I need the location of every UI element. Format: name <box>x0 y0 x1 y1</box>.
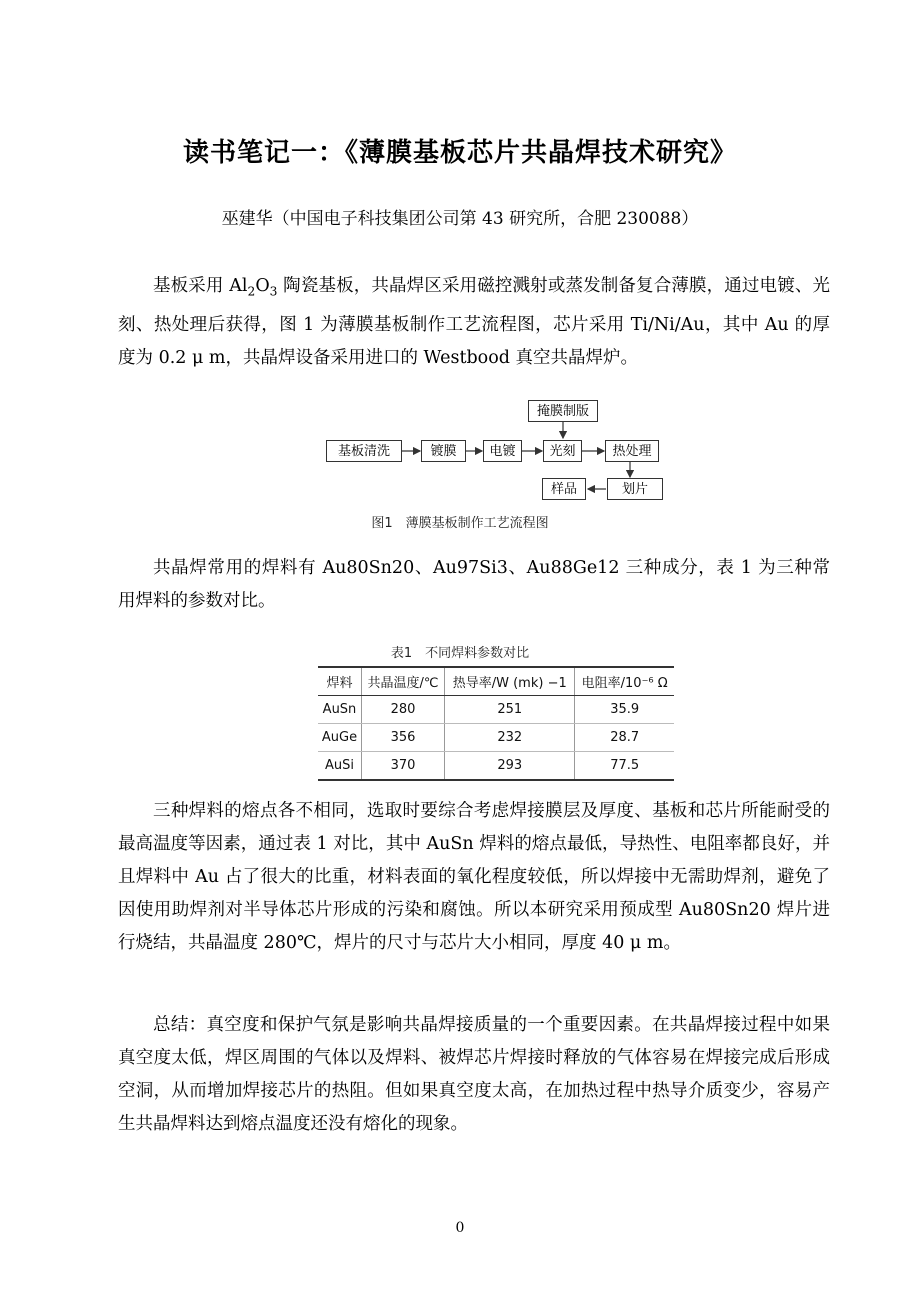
paragraph-analysis: 三种焊料的熔点各不相同，选取时要综合考虑焊接膜层及厚度、基板和芯片所能耐受的最高温度等因素，通过表 1 对比，其中 AuSn 焊料的熔点最低，导热性、电阻率都良好，并且焊料中 Au 占了很大的比重，材料表面的氧化程度较低，所以焊接中无需助焊剂，避免了因使用助焊剂对半导体芯片形成的污染和腐蚀。所以本研究采用预成型 Au80Sn20 焊片进行烧结，共晶温度 280℃，焊片的尺寸与芯片大小相同，厚度 40 μ m。 <box>118 801 830 953</box>
table-cell: 77.5 <box>575 752 674 781</box>
p1-text-c: 陶瓷基板，共晶焊区采用磁控溅射或蒸发制备复合薄膜，通过电镀、光刻、热处理后获得，图 1 为薄膜基板制作工艺流程图，芯片采用 Ti/Ni/Au，其中 Au 的厚度为 0.2 μ m，共晶焊设备采用进口的 Westbood 真空共晶焊炉。 <box>118 276 830 368</box>
flow-box-litho: 光刻 <box>543 440 582 462</box>
p1-subscript-1: 2 <box>247 284 256 299</box>
page-title: 读书笔记一：《薄膜基板芯片共晶焊技术研究》 <box>182 138 737 168</box>
flow-box-sample: 样品 <box>542 478 586 500</box>
table-row <box>318 696 674 724</box>
table-cell: 370 <box>361 752 444 781</box>
table-row <box>318 724 674 752</box>
page-number: 0 <box>455 1220 465 1236</box>
table-header-row <box>318 667 674 696</box>
flow-box-plate: 电镀 <box>483 440 522 462</box>
solder-parameter-table <box>318 666 674 781</box>
table-cell: AuSn <box>318 696 361 724</box>
table-header-cell: 共晶温度/℃ <box>361 667 444 696</box>
table-caption: 表1 不同焊料参数对比 <box>390 646 530 661</box>
table-cell: AuGe <box>318 724 361 752</box>
paragraph-substrate <box>118 270 830 375</box>
table-cell: 28.7 <box>575 724 674 752</box>
flow-box-heat: 热处理 <box>605 440 659 462</box>
flow-box-mask: 掩膜制版 <box>528 400 598 422</box>
table-row <box>318 752 674 781</box>
paragraph-summary: 总结：真空度和保护气氛是影响共晶焊接质量的一个重要因素。在共晶焊接过程中如果真空度太低，焊区周围的气体以及焊料、被焊芯片焊接时释放的气体容易在焊接完成后形成空洞，从而增加焊接芯片的热阻。但如果真空度太高，在加热过程中热导介质变少，容易产生共晶焊料达到熔点温度还没有熔化的现象。 <box>118 1015 830 1134</box>
figure-caption: 图1 薄膜基板制作工艺流程图 <box>371 516 549 531</box>
p1-text-b: O <box>255 276 270 296</box>
process-flow-diagram <box>326 400 666 500</box>
table-header-cell: 焊料 <box>318 667 361 696</box>
author-affiliation: 巫建华（中国电子科技集团公司第 43 研究所，合肥 230088） <box>221 209 699 229</box>
table-header-cell: 热导率/W (mk) −1 <box>445 667 575 696</box>
table-cell: 35.9 <box>575 696 674 724</box>
table-cell: 280 <box>361 696 444 724</box>
flow-box-dice: 划片 <box>607 478 663 500</box>
table-cell: 232 <box>445 724 575 752</box>
p1-text-a: 基板采用 Al <box>153 276 248 296</box>
flow-box-coat: 镀膜 <box>421 440 466 462</box>
table-header-cell: 电阻率/10⁻⁶ Ω <box>575 667 674 696</box>
table-cell: 293 <box>445 752 575 781</box>
table-cell: 356 <box>361 724 444 752</box>
table-cell: 251 <box>445 696 575 724</box>
paragraph-solders: 共晶焊常用的焊料有 Au80Sn20、Au97Si3、Au88Ge12 三种成分，表 1 为三种常用焊料的参数对比。 <box>118 558 830 611</box>
p1-subscript-2: 3 <box>269 284 278 299</box>
flow-box-clean: 基板清洗 <box>326 440 402 462</box>
table-cell: AuSi <box>318 752 361 781</box>
